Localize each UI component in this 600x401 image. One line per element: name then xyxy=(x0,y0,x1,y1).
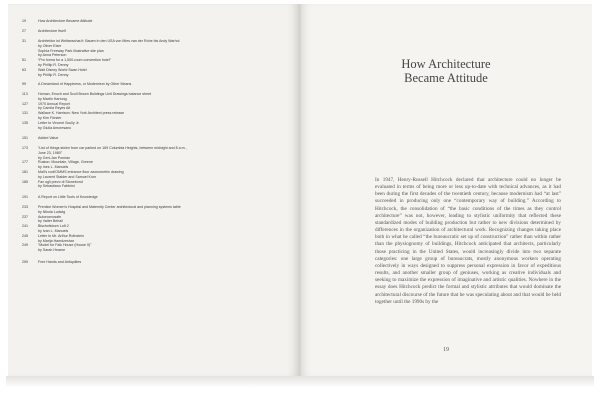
toc-entry-text: by Marija Hamdzeshar xyxy=(38,238,74,243)
toc-entry-text: Architektur ist Weltanschau’t: Bauen in den USA von Mies van der Rohe bis Andy Warhol xyxy=(38,39,180,43)
toc-entry-text: June 23, 1980” xyxy=(38,150,62,155)
toc-entry-text: by Phillip R. Denny xyxy=(38,63,69,67)
toc-entry-text: Letter to Vincent Scully Jr. xyxy=(38,120,80,125)
toc-entry-text: by Oliver Elser xyxy=(38,43,62,48)
toc-entry-text: Wallace K. Harrison: New York Architect press release xyxy=(38,111,125,116)
toc-entry-text: by Kim Förster xyxy=(38,116,62,120)
toc-entry-text: Added Value xyxy=(38,136,59,140)
toc-entry-text: How Architecture Became Attitude xyxy=(38,19,93,23)
toc-entry-text: Architecture Itself xyxy=(38,29,66,33)
open-book xyxy=(8,4,592,376)
toc-entry-text: Homan, Enoch and Scull Brown Buildings Unit Drawings balance sheet xyxy=(38,92,152,96)
toc-entry-text: “Model for Falk House (House II)” xyxy=(38,243,92,248)
toc-entry-text: by Camila Reyes Ait xyxy=(38,106,71,111)
toc-page-number: 191 xyxy=(22,195,28,199)
toc-page-number: 249 xyxy=(22,243,28,248)
toc-page-number: 99 xyxy=(22,82,26,86)
table-of-contents xyxy=(8,4,299,376)
toc-entry-text: by Valter Behali xyxy=(38,219,63,224)
toc-entry-text: by Sebastiano Fabbrini xyxy=(38,184,75,189)
toc-entry-text: “List of things stolen from car parked on 169 Columbia Heights, between midnight and 8 a.m., xyxy=(38,146,187,150)
toc-entry-text: Bischofsburn Loft 2 xyxy=(38,224,69,229)
toc-page-number: 135 xyxy=(22,120,28,125)
toc-entry-text: by Sarah Hearne xyxy=(38,248,66,253)
toc-entry-text: Sophia Freeway Park illustrative site plan xyxy=(38,48,104,53)
toc-page-number: 51 xyxy=(22,58,26,63)
toc-page-number: 177 xyxy=(22,160,28,165)
toc-entry-text: Autonomosafe xyxy=(38,214,62,219)
toc-entry-text: Ruston: Mountain, Village, Greene xyxy=(38,160,93,165)
toc-page-number: 151 xyxy=(22,136,28,140)
toc-entry-text: by Phillip R. Denny xyxy=(38,72,69,77)
chapter-title xyxy=(300,57,592,85)
book-shadow xyxy=(6,376,594,388)
toc-entry-text: Walt Disney World Swan Hotel xyxy=(38,67,87,72)
left-page xyxy=(8,4,299,376)
toc-entry-text: Prentice Women’s Hospital and Maternity Center architectural and planning systems table xyxy=(38,205,181,209)
toc-entry-text: 1970 Annual Report xyxy=(38,101,70,106)
toc-page-number: 27 xyxy=(22,29,26,33)
toc-page-number: 173 xyxy=(22,146,28,150)
toc-entry-text: A Dreamland of Happiness, or Modernism by Other Means xyxy=(38,82,132,86)
toc-page-number: 241 xyxy=(22,224,28,229)
toc-page-number: 245 xyxy=(22,233,28,238)
toc-page-number: 63 xyxy=(22,67,26,72)
toc-entry-text: by Anna Peterson xyxy=(38,53,67,58)
toc-entry-text: A Report on Little Tools of Knowledge xyxy=(38,195,98,199)
chapter-body-text: In 1947, Henry-Russell Hitchcock declared that architecture could no longer be evaluated in terms of being more or less up-to-date with technical advances, as it had been during the first decades of the twentieth century, because modernism had “at last” succeeded in producing only one “contemporary way of building.” According to Hitchcock, the consolidation of “the basic conditions of the times as they control architecture” was not, however, leading to stylistic uniformity that reflected these standardized modes of building production but rather to new divisions determined by differences in the organization of architectural work. Recognizing changes taking place both in what he called “the bureaucratic set up of construction” rather than within rather than the physiognomy of buildings, Hitchcock anticipated that architects, particularly those practicing in the United States, would increasingly divide into two separate categories: one large group of bureaucrats, mostly anonymous workers operating collectively in ways designed to suppress personal expression in favor of expeditious results, and another smaller group of geniuses, working as creative individuals and seeking to maximize the expression of imaginative and artistic qualities. Nowhere in the essay does Hitchcock predict the formal and stylistic attributes that would dominate the architectural discourse of the future that he was speculating about and that would be held together until the 1990s by the xyxy=(375,177,561,305)
toc-page-number: 19 xyxy=(22,19,26,23)
toc-page-number: 131 xyxy=(22,111,28,116)
toc-entry-text: “Pro forma for a 1,500-room convention hotel” xyxy=(38,58,111,63)
toc-entry-text: Mall’s roof/OMMS entrance floor axonometric drawing xyxy=(38,170,124,174)
toc-page-number: 233 xyxy=(22,205,28,209)
toc-entry-text: by Ines L. Manuels xyxy=(38,165,69,170)
toc-entry-text: by Ivan L. Manuels xyxy=(38,229,69,233)
chapter-title-line-1: How Architecture xyxy=(401,57,491,71)
toc-page-number: 31 xyxy=(22,39,26,43)
toc-page-number: 181 xyxy=(22,170,28,174)
toc-entry-text: by Martin Hartung xyxy=(38,96,67,101)
toc-page-number: 185 xyxy=(22,179,28,184)
toc-entry-text: Fax ogli prevo di Stonebond xyxy=(38,179,83,184)
chapter-title-line-2: Became Attitude xyxy=(404,71,488,85)
toc-entry-text: by Laurent Stalder and Samuel Korn xyxy=(38,174,97,179)
toc-entry-text: by Gert-Jan Pomian xyxy=(38,155,70,160)
right-page xyxy=(300,4,592,376)
toc-page-number: 259 xyxy=(22,260,28,264)
toc-entry-text: by Giulia Amoresano xyxy=(38,125,72,130)
toc-entry-text: by Nikola Ludwig xyxy=(38,209,66,214)
toc-entry-text: Letter to Mr. Arthur Rothstein xyxy=(38,233,84,238)
toc-entry-text: Free Hands and Antiquities xyxy=(38,260,82,264)
book-gutter xyxy=(298,4,301,376)
toc-page-number: 113 xyxy=(22,92,28,96)
toc-page-number: 127 xyxy=(22,101,28,106)
toc-page-number: 237 xyxy=(22,214,28,219)
page-number: 19 xyxy=(443,347,449,353)
